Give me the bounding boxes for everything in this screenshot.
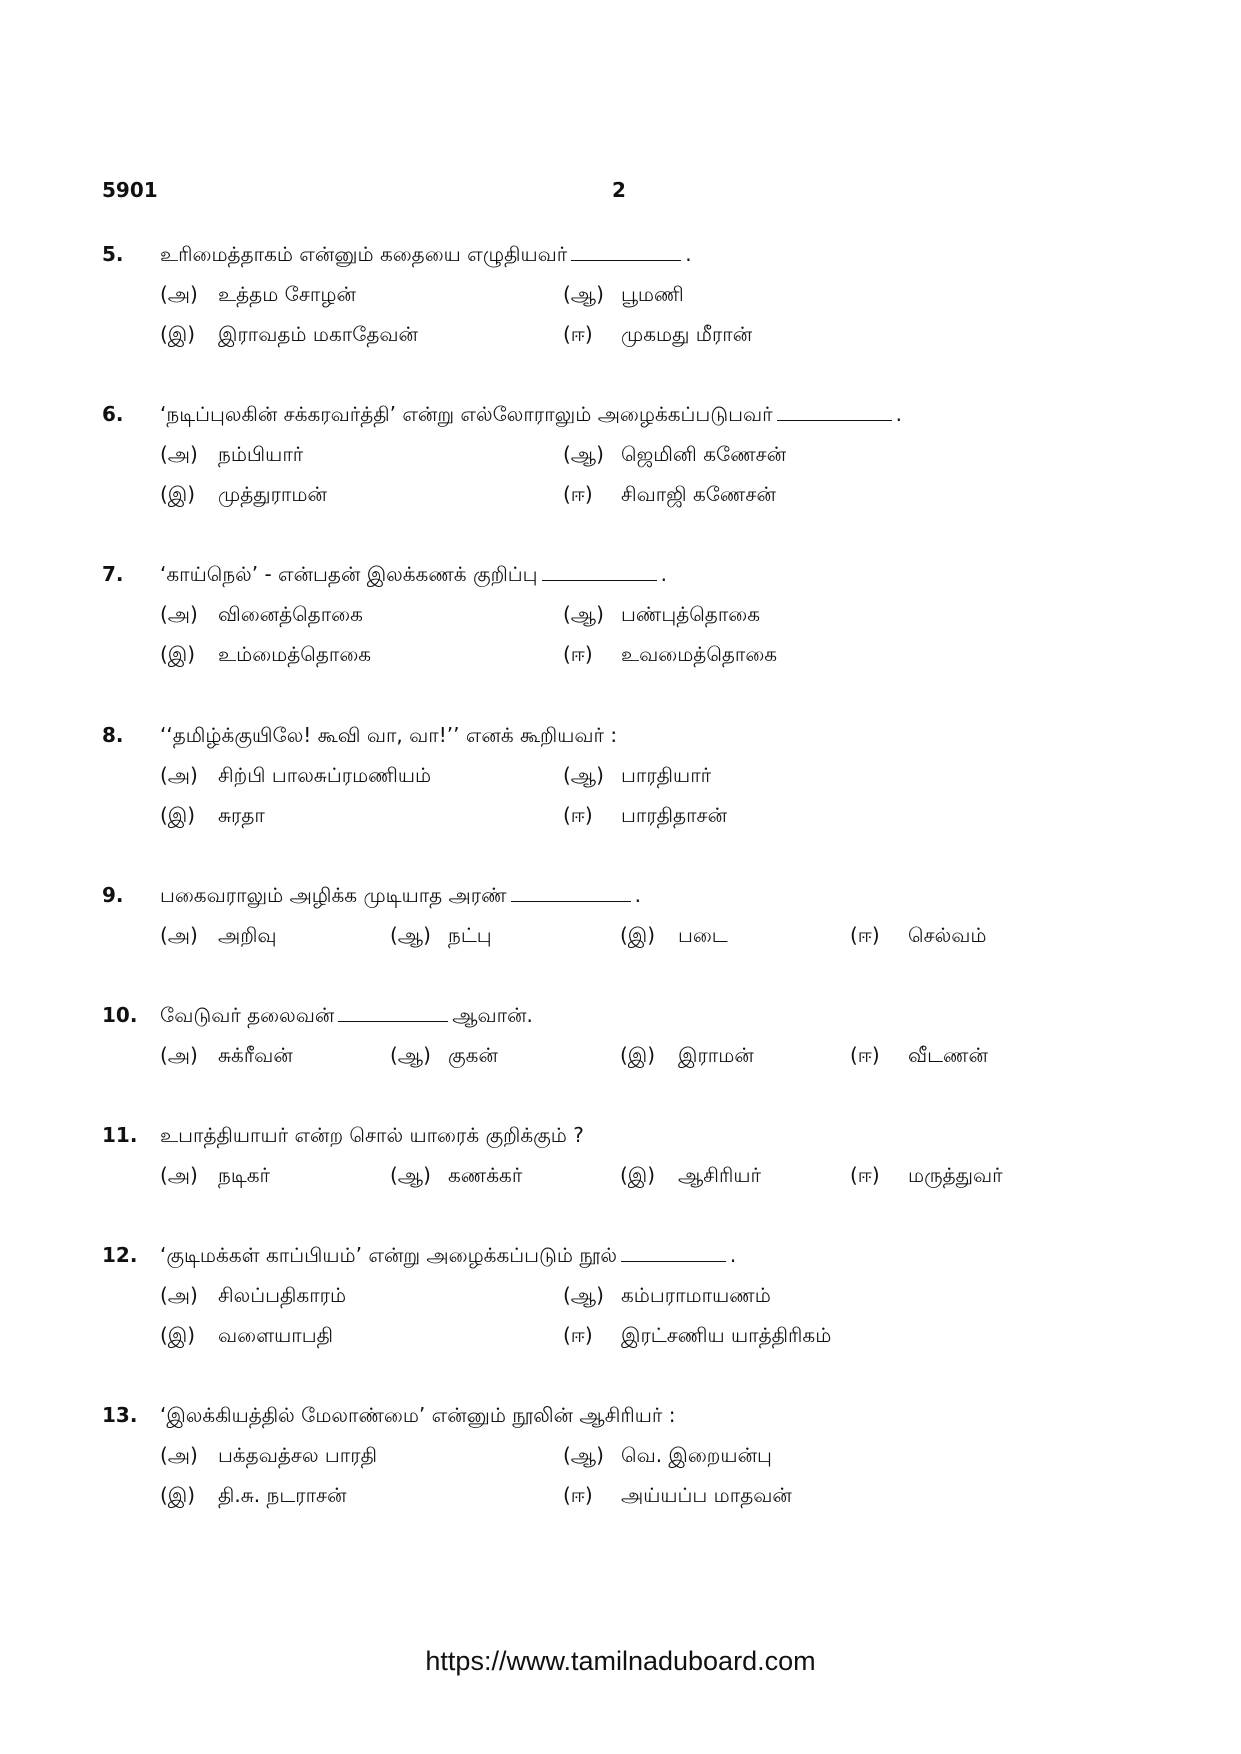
- option-text: தி.சு. நடராசன்: [218, 1483, 347, 1507]
- option-label: (இ): [160, 803, 196, 827]
- question-text: [160, 1243, 736, 1270]
- question-stem: ‘நடிப்புலகின் சக்கரவர்த்தி’ என்று எல்லோராலும் அழைக்கப்படுபவர்: [160, 402, 773, 426]
- option-text: குகன்: [448, 1043, 498, 1067]
- question-stem: ‘இலக்கியத்தில் மேலாண்மை’ என்னும் நூலின் ஆசிரியர் :: [160, 1403, 676, 1427]
- option-label: (ஈ): [563, 803, 593, 827]
- question-number: 6.: [102, 402, 124, 426]
- option-label: (அ): [160, 1443, 198, 1467]
- option-label: (ஈ): [563, 1483, 593, 1507]
- option-text: உத்தம சோழன்: [218, 282, 356, 306]
- page-number: 2: [612, 178, 626, 202]
- option-text: இராமன்: [678, 1043, 754, 1067]
- question-stem: ‘குடிமக்கள் காப்பியம்’ என்று அழைக்கப்படும் நூல்: [160, 1243, 617, 1267]
- option-text: முத்துராமன்: [218, 482, 327, 506]
- option-1: [160, 442, 303, 469]
- question-number: 10.: [102, 1003, 138, 1027]
- answer-blank: [777, 402, 892, 421]
- option-label: (ஈ): [563, 642, 593, 666]
- option-text: பக்தவத்சல பாரதி: [218, 1443, 377, 1467]
- question-text: [160, 562, 667, 589]
- option-label: (இ): [160, 482, 196, 506]
- option-1: [160, 1163, 270, 1190]
- option-label: (ஆ): [390, 1043, 431, 1067]
- question-stem: உரிமைத்தாகம் என்னும் கதையை எழுதியவர்: [160, 242, 568, 266]
- question-number: 9.: [102, 883, 124, 907]
- option-2: [563, 763, 711, 790]
- answer-blank: [338, 1003, 448, 1022]
- option-text: செல்வம்: [908, 923, 987, 947]
- option-label: (ஆ): [563, 763, 604, 787]
- question-text: [160, 1003, 533, 1030]
- option-label: (ஈ): [563, 1323, 593, 1347]
- option-2: [563, 1283, 771, 1310]
- option-text: சிவாஜி கணேசன்: [621, 482, 776, 506]
- option-text: பூமணி: [621, 282, 684, 306]
- option-4: [850, 1043, 988, 1070]
- option-1: [160, 1283, 346, 1310]
- option-label: (இ): [160, 1323, 196, 1347]
- option-text: பண்புத்தொகை: [621, 602, 761, 626]
- option-1: [160, 763, 431, 790]
- option-text: ஆசிரியர்: [678, 1163, 761, 1187]
- option-text: சிற்பி பாலசுப்ரமணியம்: [218, 763, 432, 787]
- option-text: உவமைத்தொகை: [621, 642, 778, 666]
- option-label: (இ): [160, 322, 196, 346]
- option-2: [563, 1443, 772, 1470]
- option-label: (ஆ): [390, 923, 431, 947]
- option-label: (ஆ): [390, 1163, 431, 1187]
- option-text: ஜெமினி கணேசன்: [621, 442, 787, 466]
- option-2: [390, 923, 492, 950]
- option-3: [620, 923, 728, 950]
- question-text: [160, 883, 641, 910]
- question-number: 11.: [102, 1123, 138, 1147]
- option-label: (ஆ): [563, 1283, 604, 1307]
- option-2: [563, 442, 786, 469]
- question-number: 8.: [102, 723, 124, 747]
- answer-blank: [511, 883, 631, 902]
- option-label: (அ): [160, 1163, 198, 1187]
- question-number: 5.: [102, 242, 124, 266]
- option-label: (ஈ): [850, 1163, 880, 1187]
- question-stem-end: .: [660, 562, 667, 586]
- question-stem: வேடுவர் தலைவன்: [160, 1003, 335, 1027]
- answer-blank: [571, 242, 681, 261]
- option-label: (ஆ): [563, 602, 604, 626]
- option-label: (இ): [160, 642, 196, 666]
- option-label: (அ): [160, 602, 198, 626]
- option-3: [160, 1483, 347, 1510]
- question-stem-end: .: [729, 1243, 737, 1267]
- option-label: (இ): [620, 1163, 656, 1187]
- option-1: [160, 1043, 293, 1070]
- option-4: [850, 923, 986, 950]
- option-2: [563, 282, 684, 309]
- question-stem-end: ஆவான்.: [452, 1003, 533, 1027]
- option-label: (ஆ): [563, 1443, 604, 1467]
- option-text: பாரதியார்: [621, 763, 712, 787]
- question-text: [160, 402, 902, 429]
- option-text: சுரதா: [218, 803, 265, 827]
- question-text: [160, 242, 692, 269]
- option-label: (அ): [160, 763, 198, 787]
- question-number: 7.: [102, 562, 124, 586]
- option-label: (இ): [620, 1043, 656, 1067]
- option-3: [160, 482, 327, 509]
- option-3: [160, 322, 418, 349]
- option-label: (ஈ): [563, 482, 593, 506]
- option-text: வினைத்தொகை: [218, 602, 363, 626]
- question-number: 12.: [102, 1243, 138, 1267]
- option-text: இராவதம் மகாதேவன்: [218, 322, 418, 346]
- option-1: [160, 1443, 377, 1470]
- paper-code: 5901: [102, 178, 158, 202]
- option-text: கணக்கர்: [448, 1163, 523, 1187]
- option-2: [563, 602, 760, 629]
- option-text: சிலப்பதிகாரம்: [218, 1283, 347, 1307]
- question-number: 13.: [102, 1403, 138, 1427]
- option-4: [563, 642, 777, 669]
- option-4: [563, 1323, 831, 1350]
- option-4: [563, 1483, 792, 1510]
- option-text: கம்பராமாயணம்: [621, 1283, 771, 1307]
- option-3: [620, 1163, 761, 1190]
- question-stem: ‘காய்நெல்’ - என்பதன் இலக்கணக் குறிப்பு: [160, 562, 538, 586]
- option-4: [563, 322, 752, 349]
- option-4: [850, 1163, 1003, 1190]
- option-text: வெ. இறையன்பு: [621, 1443, 772, 1467]
- option-text: உம்மைத்தொகை: [218, 642, 372, 666]
- option-text: அறிவு: [218, 923, 277, 947]
- answer-blank: [542, 562, 657, 581]
- option-label: (ஈ): [563, 322, 593, 346]
- option-1: [160, 282, 356, 309]
- option-label: (அ): [160, 1283, 198, 1307]
- question-stem: பகைவராலும் அழிக்க முடியாத அரண்: [160, 883, 507, 907]
- option-1: [160, 923, 277, 950]
- option-3: [620, 1043, 754, 1070]
- option-label: (அ): [160, 1043, 198, 1067]
- option-text: முகமது மீரான்: [621, 322, 753, 346]
- option-label: (ஈ): [850, 923, 880, 947]
- option-label: (அ): [160, 923, 198, 947]
- question-stem-end: .: [685, 242, 692, 266]
- footer-url: https://www.tamilnaduboard.com: [425, 1646, 816, 1676]
- answer-blank: [621, 1243, 726, 1262]
- question-stem-end: .: [895, 402, 902, 426]
- option-text: வளையாபதி: [218, 1323, 333, 1347]
- option-4: [563, 482, 776, 509]
- option-text: அய்யப்ப மாதவன்: [621, 1483, 792, 1507]
- option-3: [160, 803, 265, 830]
- option-text: படை: [678, 923, 728, 947]
- option-label: (இ): [160, 1483, 196, 1507]
- option-text: நம்பியார்: [218, 442, 304, 466]
- option-label: (ஆ): [563, 282, 604, 306]
- option-label: (ஈ): [850, 1043, 880, 1067]
- option-2: [390, 1163, 522, 1190]
- option-text: நட்பு: [448, 923, 492, 947]
- question-stem-end: .: [634, 883, 641, 907]
- question-text: [160, 1123, 584, 1150]
- option-text: இரட்சணிய யாத்திரிகம்: [621, 1323, 832, 1347]
- option-4: [563, 803, 727, 830]
- question-text: [160, 723, 617, 750]
- option-text: வீடணன்: [908, 1043, 988, 1067]
- option-text: பாரதிதாசன்: [621, 803, 727, 827]
- option-3: [160, 642, 371, 669]
- option-label: (அ): [160, 442, 198, 466]
- option-text: சுக்ரீவன்: [218, 1043, 293, 1067]
- option-text: நடிகர்: [218, 1163, 270, 1187]
- option-label: (இ): [620, 923, 656, 947]
- option-1: [160, 602, 363, 629]
- option-text: மருத்துவர்: [908, 1163, 1003, 1187]
- option-label: (அ): [160, 282, 198, 306]
- option-2: [390, 1043, 498, 1070]
- question-stem: ‘‘தமிழ்க்குயிலே! கூவி வா, வா!’’ எனக் கூறியவர் :: [160, 723, 618, 747]
- question-text: [160, 1403, 675, 1430]
- option-label: (ஆ): [563, 442, 604, 466]
- question-stem: உபாத்தியாயர் என்ற சொல் யாரைக் குறிக்கும் ?: [160, 1123, 584, 1147]
- option-3: [160, 1323, 333, 1350]
